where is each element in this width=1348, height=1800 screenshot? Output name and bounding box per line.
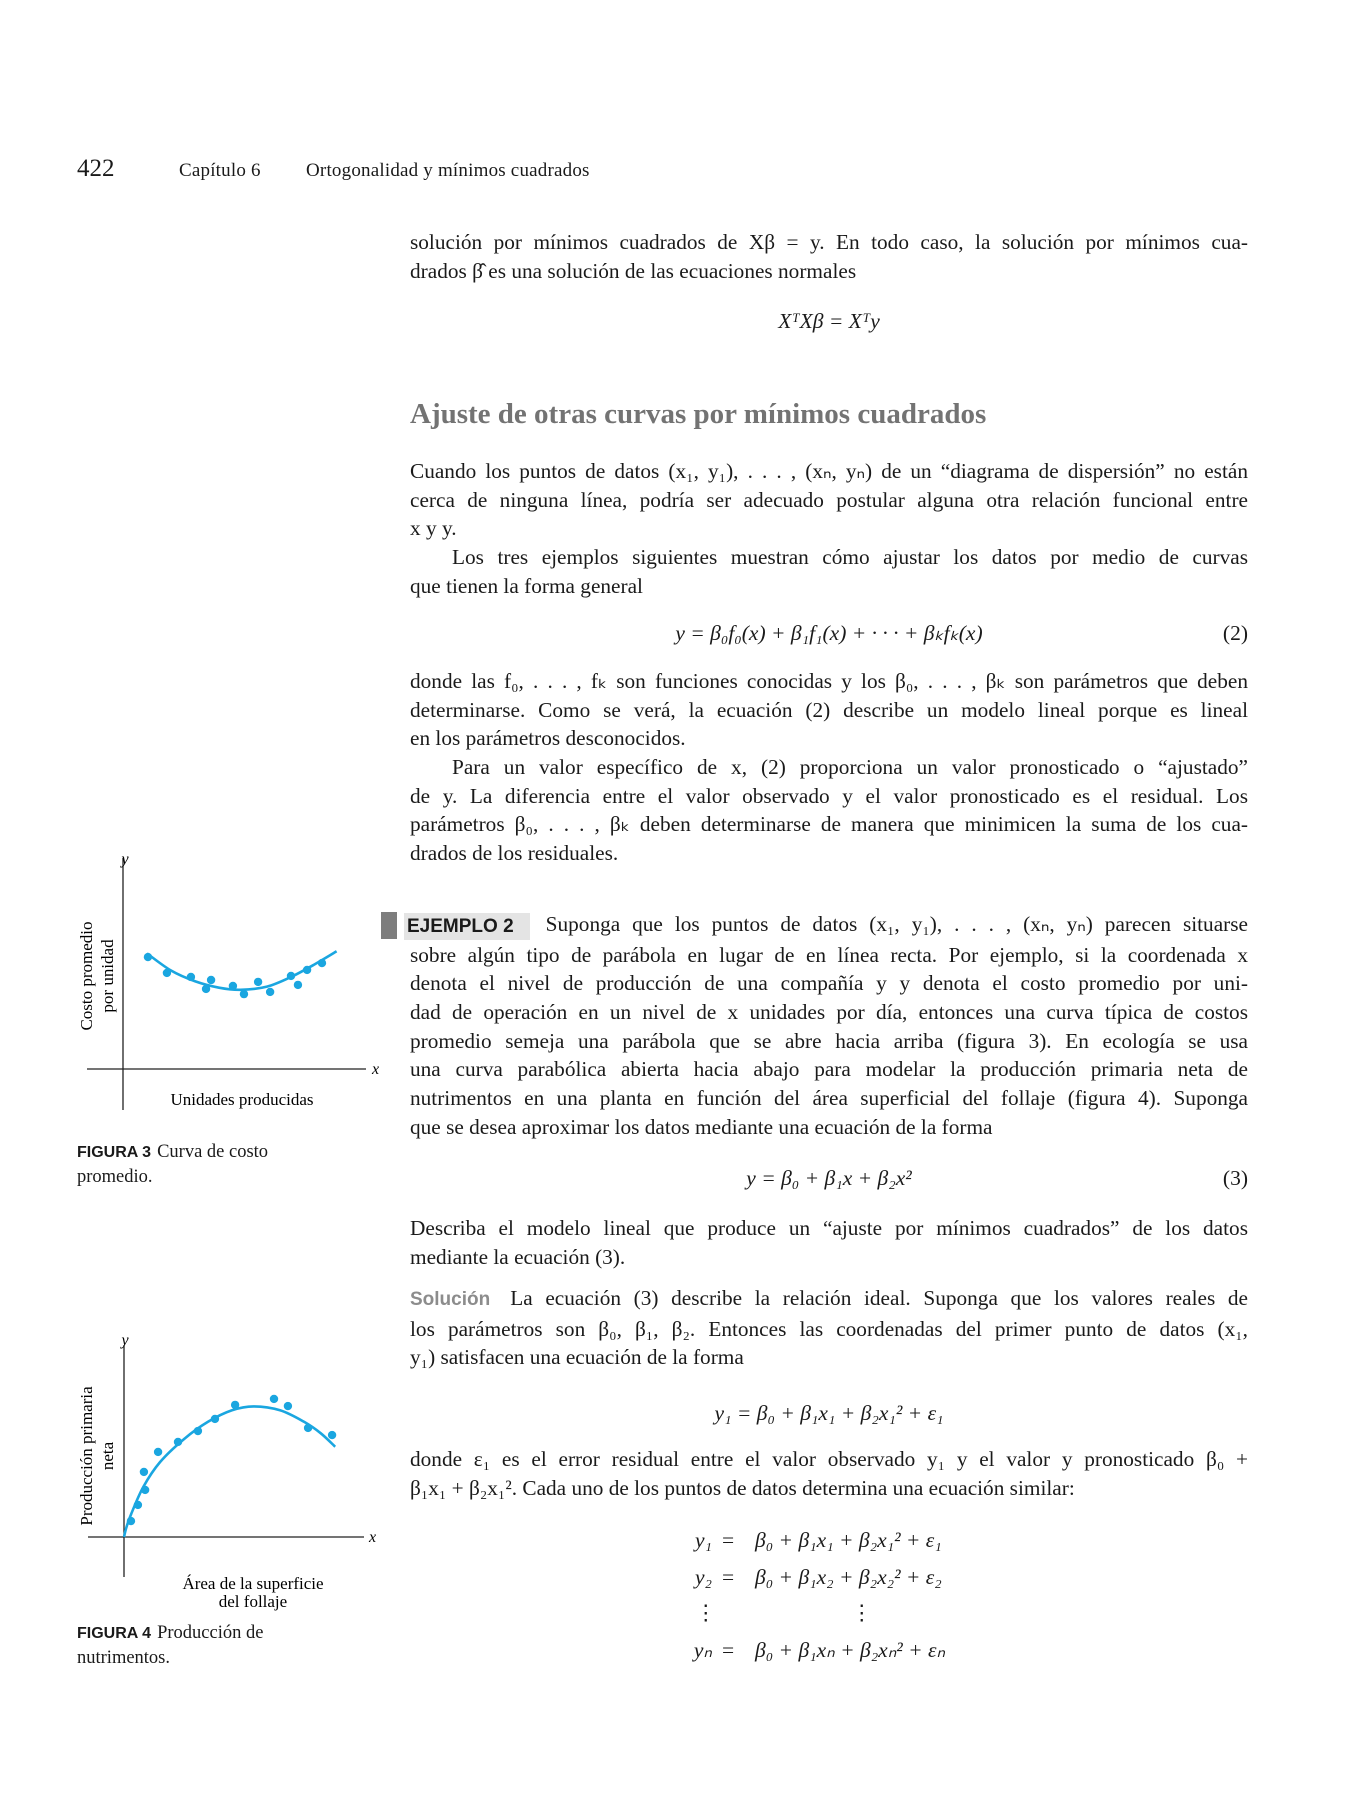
- text-line: de y. La diferencia entre el valor observado y el valor pronosticado es el residual. Los: [410, 783, 1248, 808]
- data-point: [154, 1448, 162, 1456]
- text-line: que se desea aproximar los datos mediante una ecuación de la forma: [410, 1114, 993, 1139]
- figure-4-caption: [77, 1621, 263, 1670]
- text-line: dad de operación en un nivel de x unidades por día, entonces una curva típica de costos: [410, 1000, 1248, 1025]
- text-line: sobre algún tipo de parábola en lugar de en línea recta. Por ejemplo, si la coordenada x: [410, 942, 1248, 967]
- text-line: parámetros β₀, . . . , βₖ deben determinarse de manera que minimicen la suma de los cua-: [410, 812, 1248, 837]
- equation-3: [410, 1163, 1248, 1193]
- system-vdots-right: ⋮: [851, 1601, 873, 1625]
- x-axis-label: Unidades producidas: [170, 1090, 314, 1109]
- intro-paragraph: [410, 228, 1248, 285]
- equation-3-number: (3): [1222, 1166, 1248, 1190]
- data-point: [174, 1438, 182, 1446]
- text-line: cerca de ninguna línea, podría ser adecuado postular alguna otra relación funcional entre: [410, 487, 1248, 512]
- normal-equations: XᵀXβ = Xᵀy: [778, 309, 880, 333]
- text-line: solución por mínimos cuadrados de Xβ = y. En todo caso, la solución por mínimos cua-: [410, 230, 1248, 254]
- equation-y1: y₁ = β₀ + β₁x₁ + β₂x₁² + ε₁: [714, 1401, 944, 1425]
- text-line: Para un valor específico de x, (2) proporciona un valor pronosticado o “ajustado”: [452, 755, 1248, 779]
- y-axis-letter: y: [121, 1332, 129, 1349]
- system-equals-2: =: [722, 1565, 735, 1589]
- data-point: [140, 1468, 148, 1476]
- solution-first-line: [410, 1286, 1248, 1315]
- data-point: [127, 1517, 135, 1525]
- figure-3-caption-line-2: promedio.: [77, 1167, 153, 1187]
- y-axis-label-line-1: Costo promedio: [77, 921, 96, 1031]
- system-vdots-left: ⋮: [695, 1601, 717, 1625]
- section-heading: Ajuste de otras curvas por mínimos cuadrados: [410, 398, 987, 430]
- solution-label: Solución: [410, 1289, 491, 1311]
- text-line: promedio semeja una parábola que se abre hacia arriba (figura 3). En ecología se usa: [410, 1028, 1248, 1053]
- system-rhs-1: β₀ + β₁x₁ + β₂x₁² + ε₁: [755, 1528, 942, 1552]
- text-line: los parámetros son β₀, β₁, β₂. Entonces las coordenadas del primer punto de datos (x₁,: [410, 1316, 1248, 1341]
- paragraph-3: [410, 667, 1248, 753]
- y-axis-label-line-1: Producción primaria: [77, 1386, 96, 1526]
- text-line: donde las f₀, . . . , fₖ son funciones conocidas y los β₀, . . . , βₖ son parámetros que deben: [410, 669, 1248, 693]
- x-axis-label-line-2: del follaje: [218, 1592, 288, 1611]
- paragraph-2: [410, 543, 1248, 600]
- text-line: Describa el modelo lineal que produce un “ajuste por mínimos cuadrados” de los datos: [410, 1216, 1248, 1240]
- chapter-title: Ortogonalidad y mínimos cuadrados: [306, 160, 590, 181]
- system-rhs-n: β₀ + β₁xₙ + β₂xₙ² + εₙ: [755, 1638, 946, 1662]
- example-first-line-text: Suponga que los puntos de datos (x₁, y₁), . . . , (xₙ, yₙ) parecen situarse: [545, 912, 1248, 936]
- text-line: denota el nivel de producción de una compañía y y denota el costo promedio por uni-: [410, 971, 1248, 996]
- data-point: [141, 1486, 149, 1494]
- solution: [410, 1286, 1248, 1372]
- data-point: [270, 1395, 278, 1403]
- system-equals-1: =: [722, 1528, 735, 1552]
- figure-3-label: FIGURA 3: [77, 1144, 152, 1161]
- data-point: [284, 1402, 292, 1410]
- text-line: determinarse. Como se verá, la ecuación (2) describe un modelo lineal porque es lineal: [410, 697, 1248, 722]
- text-line: una curva parabólica abierta hacia abajo para modelar la producción primaria neta de: [410, 1057, 1248, 1082]
- figure-4-plot: [0, 0, 400, 1800]
- system-lhs-1: y₁: [694, 1528, 712, 1552]
- figure-3-caption-line-1: Curva de costo: [157, 1142, 269, 1162]
- example-2: [407, 912, 1248, 1142]
- solution-body: [410, 1315, 1248, 1372]
- x-axis-label-line-1: Área de la superficie: [182, 1574, 324, 1593]
- y-axis-letter: y: [121, 851, 129, 868]
- equation-2-body: y = β₀f₀(x) + β₁f₁(x) + · · · + βₖfₖ(x): [675, 621, 983, 645]
- text-line: β₁x₁ + β₂x₁². Cada uno de los puntos de datos determina una ecuación similar:: [410, 1475, 1075, 1500]
- equation-2-number: (2): [1222, 621, 1248, 645]
- example-label: EJEMPLO 2: [404, 913, 530, 940]
- data-point: [304, 1424, 312, 1432]
- figure-4-caption-line-2: nutrimentos.: [77, 1648, 171, 1668]
- data-point: [134, 1501, 142, 1509]
- equation-2: [410, 618, 1248, 648]
- text-line: drados β̂ es una solución de las ecuaciones normales: [410, 258, 857, 283]
- example-body: [410, 941, 1248, 1142]
- fitted-curve: [124, 1406, 335, 1537]
- text-line: Cuando los puntos de datos (x₁, y₁), . . . , (xₙ, yₙ) de un “diagrama de dispersión” no están: [410, 459, 1248, 483]
- data-point: [194, 1427, 202, 1435]
- data-point: [211, 1415, 219, 1423]
- data-point: [328, 1431, 336, 1439]
- paragraph-4: [410, 753, 1248, 868]
- paragraph-5: [410, 1214, 1248, 1271]
- page-number: 422: [77, 155, 115, 182]
- y-axis-label-line-2: neta: [98, 1441, 117, 1471]
- text-line: en los parámetros desconocidos.: [410, 726, 686, 751]
- text-line: drados de los residuales.: [410, 841, 619, 866]
- text-line: mediante la ecuación (3).: [410, 1244, 626, 1269]
- chapter-label: Capítulo 6: [179, 160, 261, 181]
- system-lhs-2: y₂: [694, 1565, 712, 1589]
- system-equals-n: =: [722, 1638, 735, 1662]
- text-line: x y y.: [410, 516, 457, 541]
- x-axis-letter: x: [369, 1529, 377, 1546]
- text-line: que tienen la forma general: [410, 573, 643, 598]
- x-axis-letter: x: [372, 1061, 380, 1078]
- text-line: nutrimentos en una planta en función del área superficial del follaje (figura 4). Suponga: [410, 1086, 1248, 1111]
- y-axis-label-line-2: por unidad: [98, 939, 117, 1013]
- solution-first-line-text: La ecuación (3) describe la relación ideal. Suponga que los valores reales de: [510, 1286, 1248, 1310]
- equation-3-body: y = β₀ + β₁x + β₂x²: [746, 1166, 912, 1190]
- system-rhs-2: β₀ + β₁x₂ + β₂x₂² + ε₂: [755, 1565, 942, 1589]
- paragraph-6: [410, 1445, 1248, 1502]
- figure-4-caption-line-1: Producción de: [157, 1623, 264, 1643]
- data-point: [231, 1401, 239, 1409]
- text-line: Los tres ejemplos siguientes muestran cómo ajustar los datos por medio de curvas: [452, 545, 1248, 569]
- text-line: y₁) satisfacen una ecuación de la forma: [410, 1345, 744, 1370]
- example-first-line: [407, 912, 1248, 941]
- figure-4-label: FIGURA 4: [77, 1625, 152, 1642]
- paragraph-1: [410, 457, 1248, 543]
- text-line: donde ε₁ es el error residual entre el valor observado y₁ y el valor y pronosticado β₀ +: [410, 1447, 1248, 1471]
- system-lhs-n: yₙ: [693, 1638, 712, 1662]
